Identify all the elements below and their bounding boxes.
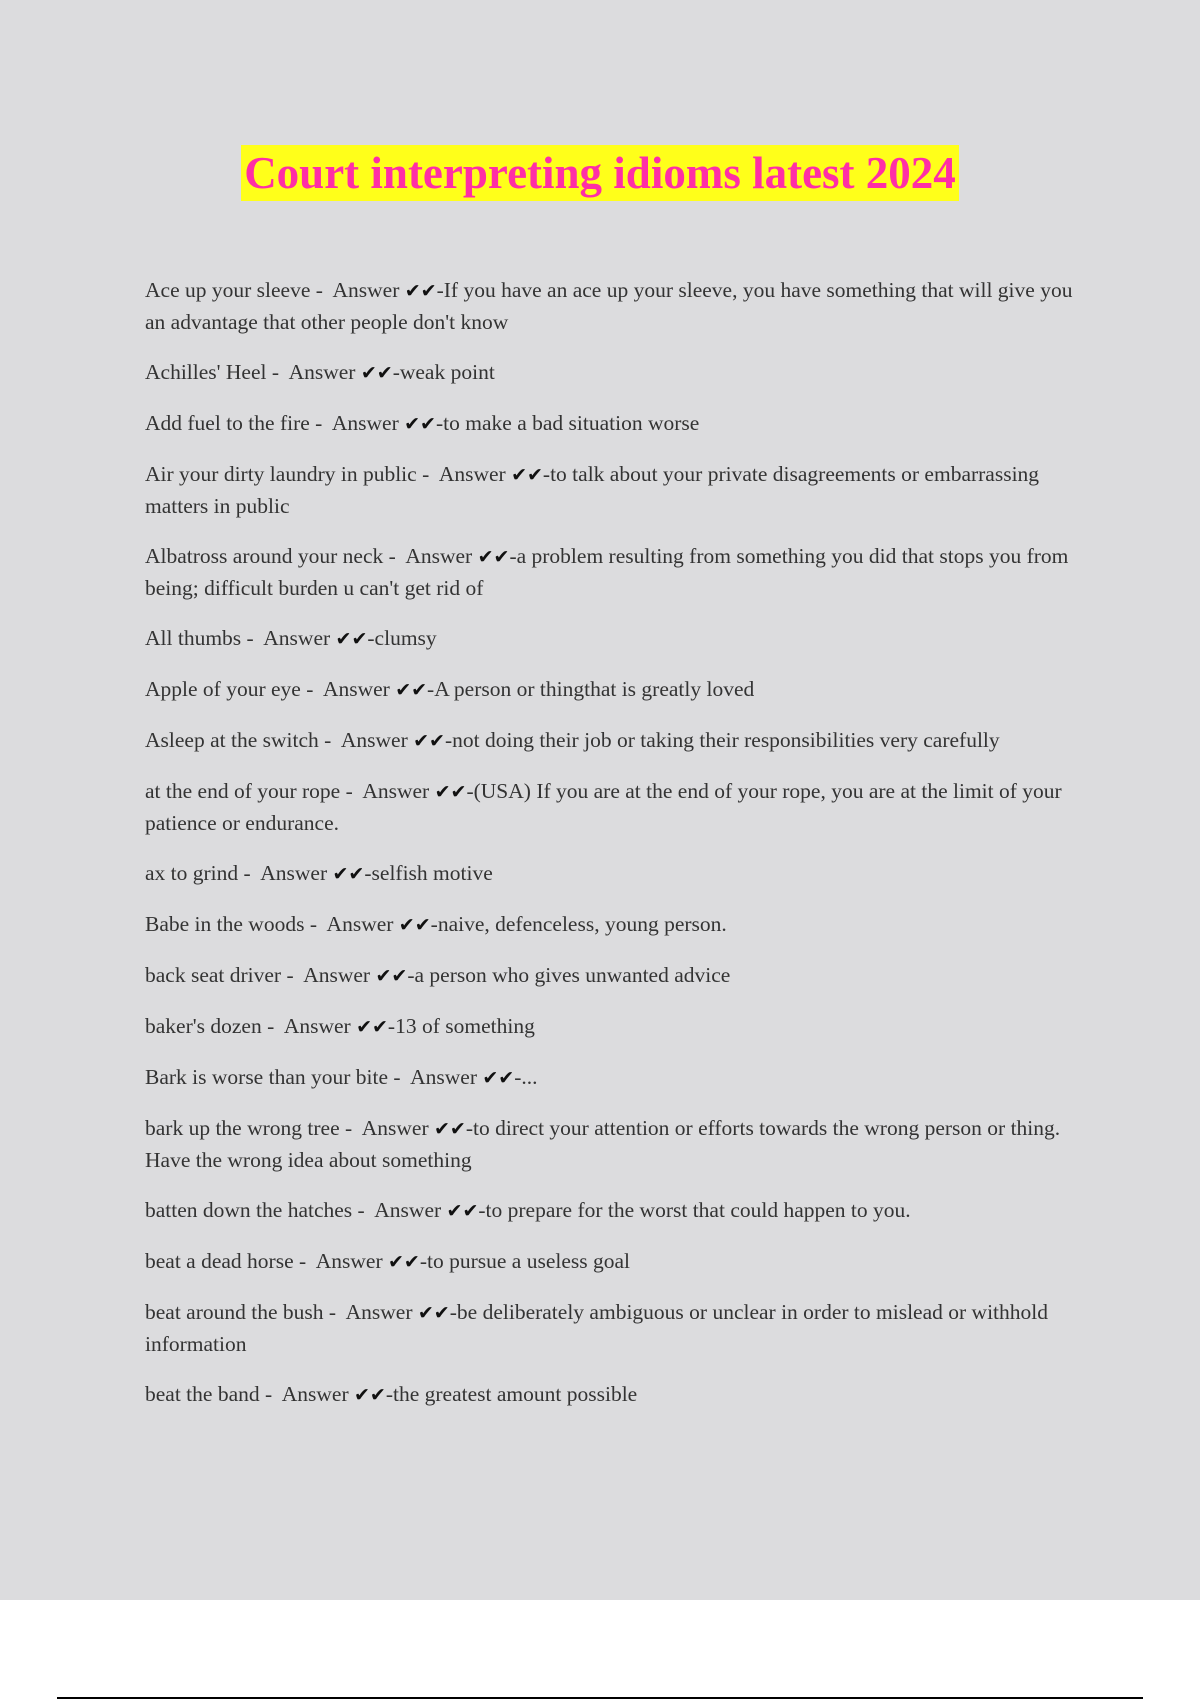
idiom-term: ax to grind (145, 861, 239, 885)
answer-dash: - (419, 1249, 428, 1273)
answer-dash: - (430, 912, 438, 936)
idiom-entry (145, 1195, 1080, 1227)
answer-dash: - (509, 544, 517, 568)
double-check-icon: ✔✔ (511, 464, 543, 486)
idiom-definition: be deliberately ambiguous or unclear in order to mislead or withhold information (145, 1300, 1054, 1356)
entry-separator: - (416, 462, 439, 486)
idiom-definition: to direct your attention or efforts towards the wrong person or thing. Have the wrong idea about something (145, 1116, 1066, 1172)
answer-label: Answer (361, 1116, 429, 1140)
answer-label: Answer (410, 1065, 478, 1089)
idiom-term: beat around the bush (145, 1300, 324, 1324)
double-check-icon: ✔✔ (477, 546, 510, 568)
entry-separator: - (383, 544, 406, 568)
answer-dash: - (514, 1065, 522, 1089)
answer-label: Answer (438, 462, 506, 486)
double-check-icon: ✔✔ (356, 1016, 388, 1038)
idiom-entry (145, 1011, 1080, 1043)
answer-label: Answer (332, 278, 400, 302)
idiom-entry (145, 909, 1080, 941)
entry-separator: - (318, 728, 341, 752)
answer-label: Answer (281, 1382, 349, 1406)
footer-divider (57, 1697, 1143, 1699)
entry-separator: - (293, 1249, 316, 1273)
answer-label: Answer (322, 677, 390, 701)
answer-label: Answer (260, 861, 328, 885)
double-check-icon: ✔✔ (332, 863, 365, 885)
idiom-term: Asleep at the switch (145, 728, 319, 752)
answer-dash: - (364, 861, 372, 885)
answer-label: Answer (345, 1300, 413, 1324)
answer-dash: - (407, 963, 415, 987)
idiom-list (145, 275, 1080, 1430)
idiom-definition: selfish motive (371, 861, 493, 885)
answer-dash: - (542, 462, 551, 486)
idiom-term: batten down the hatches (145, 1198, 353, 1222)
idiom-term: back seat driver (145, 963, 282, 987)
idiom-definition: a person who gives unwanted advice (414, 963, 731, 987)
idiom-definition: a problem resulting from something you did that stops you from being; difficult burden u can't get rid of (145, 544, 1074, 600)
idiom-entry (145, 776, 1080, 839)
entry-separator: - (352, 1198, 375, 1222)
double-check-icon: ✔✔ (482, 1067, 515, 1089)
idiom-term: Babe in the woods (145, 912, 305, 936)
entry-separator: - (261, 1014, 284, 1038)
idiom-entry (145, 623, 1080, 655)
answer-label: Answer (331, 411, 399, 435)
idiom-definition: to prepare for the worst that could happen to you. (485, 1198, 911, 1222)
idiom-definition: to make a bad situation worse (443, 411, 700, 435)
idiom-definition: to pursue a useless goal (427, 1249, 631, 1273)
idiom-term: Ace up your sleeve (145, 278, 311, 302)
answer-label: Answer (362, 779, 430, 803)
answer-label: Answer (374, 1198, 442, 1222)
answer-label: Answer (288, 360, 356, 384)
answer-dash: - (392, 360, 400, 384)
idiom-entry (145, 408, 1080, 440)
idiom-term: Apple of your eye (145, 677, 301, 701)
idiom-definition: clumsy (374, 626, 437, 650)
double-check-icon: ✔✔ (446, 1200, 479, 1222)
entry-separator: - (388, 1065, 411, 1089)
page-title: Court interpreting idioms latest 2024 (241, 145, 959, 201)
answer-label: Answer (283, 1014, 351, 1038)
answer-label: Answer (315, 1249, 383, 1273)
idiom-term: Add fuel to the fire (145, 411, 310, 435)
idiom-entry (145, 275, 1080, 338)
double-check-icon: ✔✔ (395, 679, 428, 701)
idiom-entry (145, 858, 1080, 890)
idiom-term: Air your dirty laundry in public (145, 462, 417, 486)
double-check-icon: ✔✔ (375, 965, 408, 987)
entry-separator: - (309, 411, 332, 435)
answer-dash: - (444, 728, 453, 752)
entry-separator: - (300, 677, 323, 701)
answer-dash: - (465, 1116, 473, 1140)
answer-dash: - (387, 1014, 396, 1038)
answer-dash: - (449, 1300, 457, 1324)
answer-label: Answer (340, 728, 408, 752)
idiom-entry (145, 960, 1080, 992)
idiom-entry (145, 674, 1080, 706)
idiom-entry (145, 459, 1080, 522)
entry-separator: - (304, 912, 327, 936)
entry-separator: - (323, 1300, 346, 1324)
double-check-icon: ✔✔ (360, 362, 393, 384)
idiom-definition: ... (521, 1065, 538, 1089)
idiom-definition: A person or thingthat is greatly loved (434, 677, 755, 701)
answer-label: Answer (263, 626, 331, 650)
double-check-icon: ✔✔ (433, 1118, 466, 1140)
idiom-term: Albatross around your neck (145, 544, 384, 568)
idiom-term: beat a dead horse (145, 1249, 294, 1273)
answer-dash: - (436, 278, 444, 302)
idiom-definition: If you have an ace up your sleeve, you have something that will give you an advantage that other people don't know (145, 278, 1078, 334)
entry-separator: - (339, 1116, 362, 1140)
title-container (0, 145, 1200, 201)
entry-separator: - (340, 779, 363, 803)
double-check-icon: ✔✔ (398, 914, 431, 936)
answer-label: Answer (303, 963, 371, 987)
entry-separator: - (259, 1382, 282, 1406)
answer-label: Answer (326, 912, 394, 936)
idiom-term: at the end of your rope (145, 779, 341, 803)
idiom-entry (145, 1062, 1080, 1094)
idiom-entry (145, 1246, 1080, 1278)
answer-dash: - (367, 626, 375, 650)
double-check-icon: ✔✔ (404, 280, 437, 302)
idiom-term: beat the band (145, 1382, 260, 1406)
entry-separator: - (310, 278, 333, 302)
entry-separator: - (241, 626, 264, 650)
entry-separator: - (281, 963, 304, 987)
idiom-entry (145, 357, 1080, 389)
idiom-definition: not doing their job or taking their responsibilities very carefully (452, 728, 1000, 752)
double-check-icon: ✔✔ (434, 781, 467, 803)
idiom-definition: naive, defenceless, young person. (437, 912, 727, 936)
answer-dash: - (427, 677, 435, 701)
double-check-icon: ✔✔ (417, 1302, 450, 1324)
idiom-term: Achilles' Heel (145, 360, 267, 384)
idiom-definition: to talk about your private disagreements or embarrassing matters in public (145, 462, 1045, 518)
double-check-icon: ✔✔ (335, 628, 368, 650)
idiom-entry (145, 1379, 1080, 1411)
answer-dash: - (466, 779, 474, 803)
idiom-term: bark up the wrong tree (145, 1116, 340, 1140)
idiom-definition: the greatest amount possible (393, 1382, 638, 1406)
idiom-definition: weak point (399, 360, 495, 384)
idiom-term: All thumbs (145, 626, 242, 650)
entry-separator: - (238, 861, 261, 885)
double-check-icon: ✔✔ (413, 730, 445, 752)
idiom-definition: 13 of something (395, 1014, 535, 1038)
idiom-definition: (USA) If you are at the end of your rope, you are at the limit of your patience or endurance. (145, 779, 1068, 835)
answer-dash: - (478, 1198, 486, 1222)
double-check-icon: ✔✔ (404, 413, 436, 435)
answer-label: Answer (405, 544, 473, 568)
idiom-entry (145, 1297, 1080, 1360)
answer-dash: - (435, 411, 444, 435)
idiom-entry (145, 1113, 1080, 1176)
idiom-entry (145, 725, 1080, 757)
idiom-term: Bark is worse than your bite (145, 1065, 389, 1089)
idiom-term: baker's dozen (145, 1014, 262, 1038)
double-check-icon: ✔✔ (388, 1251, 420, 1273)
entry-separator: - (266, 360, 289, 384)
answer-dash: - (385, 1382, 393, 1406)
idiom-entry (145, 541, 1080, 604)
double-check-icon: ✔✔ (353, 1384, 386, 1406)
